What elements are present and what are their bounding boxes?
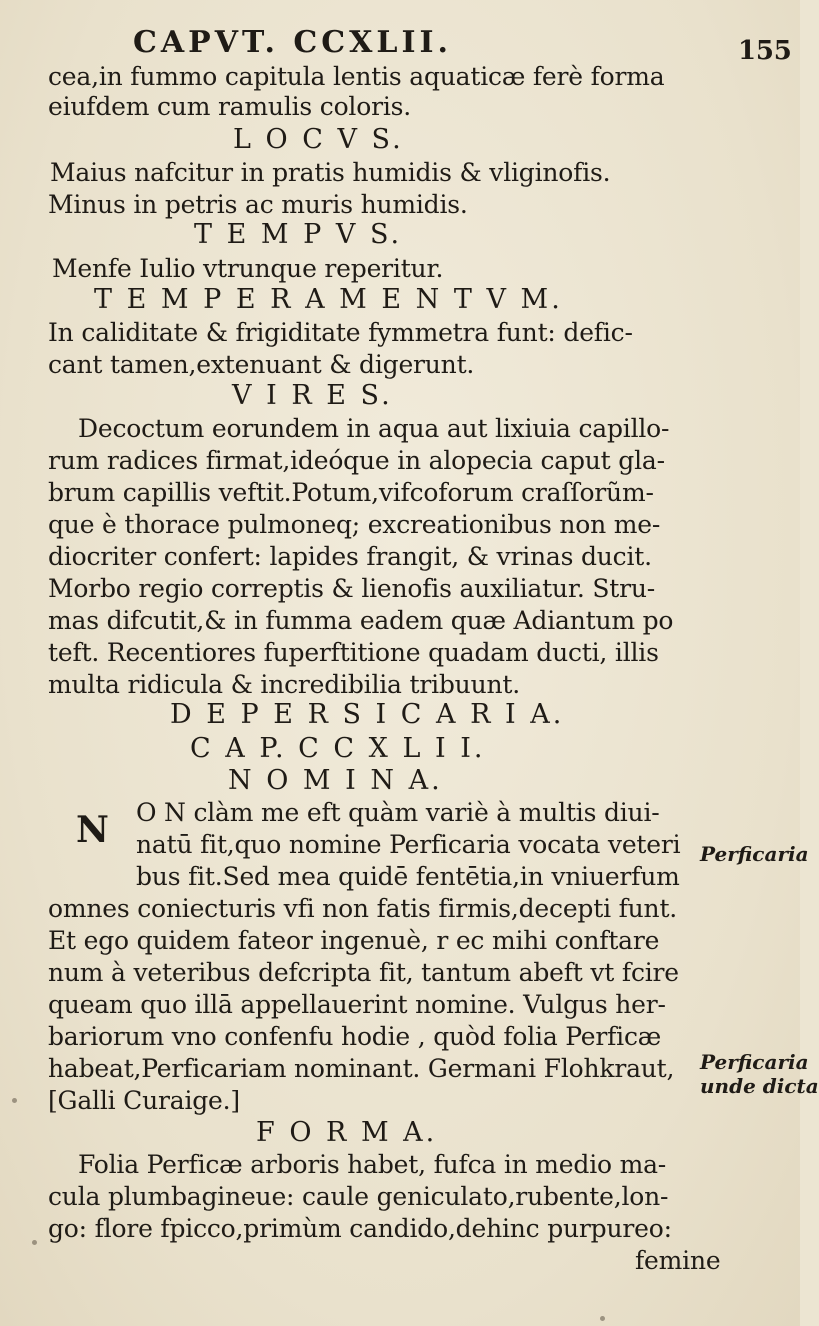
chapter-number: C A P. C C X L I I. (190, 733, 486, 764)
text-line: omnes coniecturis vfi non fatis firmis,decepti funt. (48, 894, 678, 923)
text-line: cula plumbagineue: caule geniculato,rubente,lon- (48, 1182, 669, 1211)
text-line: Menfe Iulio vtrunque reperitur. (52, 254, 444, 283)
text-line: bariorum vno confenfu hodie , quòd folia Perficæ (48, 1022, 662, 1051)
text-line: bus fit.Sed mea quidē fentētia,in vniuerfum (136, 862, 680, 891)
text-line: Decoctum eorundem in aqua aut lixiuia capillo- (78, 414, 670, 443)
text-line: brum capillis veftit.Potum,vifcoforum craſſorũm- (48, 478, 654, 507)
text-line: multa ridicula & incredibilia tribuunt. (48, 670, 520, 699)
text-line: que è thorace pulmoneq; excreationibus non me- (48, 510, 661, 539)
text-line: O N clàm me eft quàm variè à multis diui- (136, 798, 660, 827)
paper-speck (32, 1240, 37, 1245)
text-line: Et ego quidem fateor ingenuè, r ec mihi conftare (48, 926, 660, 955)
drop-initial: N (76, 809, 109, 851)
text-line: Minus in petris ac muris humidis. (48, 190, 468, 219)
margin-note-persicaria-unde: Perficaria (700, 1050, 809, 1074)
text-line: queam quo illā appellauerint nomine. Vulgus her- (48, 990, 666, 1019)
running-title: CAPVT. CCXLII. (133, 25, 452, 60)
paper-speck (12, 1098, 17, 1103)
section-heading-locus: L O C V S. (233, 124, 404, 155)
text-line: natū fit,quo nomine Perficaria vocata veteri (136, 830, 681, 859)
text-line: num à veteribus defcripta fit, tantum abeft vt fcire (48, 958, 679, 987)
section-heading-forma: F O R M A. (256, 1117, 438, 1148)
catchword: femine (635, 1246, 721, 1275)
text-line: Maius nafcitur in pratis humidis & vliginofis. (50, 158, 611, 187)
text-line: In caliditate & frigiditate fymmetra funt: defic- (48, 318, 633, 347)
text-line: go: flore fpicco,primùm candido,dehinc purpureo: (48, 1214, 672, 1243)
text-line: cea,in fummo capitula lentis aquaticæ ferè forma (48, 62, 665, 91)
section-heading-temperamentum: T E M P E R A M E N T V M. (94, 284, 563, 315)
page-number: 155 (738, 36, 792, 66)
text-line: rum radices firmat,ideóque in alopecia caput gla- (48, 446, 665, 475)
text-line: diocriter confert: lapides frangit, & vrinas ducit. (48, 542, 652, 571)
section-heading-nomina: N O M I N A. (228, 765, 443, 796)
paper-speck (600, 1316, 605, 1321)
text-line: teft. Recentiores fuperftitione quadam ducti, illis (48, 638, 659, 667)
text-line: cant tamen,extenuant & digerunt. (48, 350, 475, 379)
section-heading-vires: V I R E S. (232, 380, 393, 411)
text-line: [Galli Curaige.] (48, 1086, 240, 1115)
chapter-title: D E P E R S I C A R I A. (170, 699, 565, 730)
margin-note-unde-dicta: unde dicta (700, 1074, 819, 1098)
text-line: mas difcutit,& in fumma eadem quæ Adiantum po (48, 606, 674, 635)
text-line: Morbo regio correptis & lienofis auxiliatur. Stru- (48, 574, 655, 603)
text-line: eiufdem cum ramulis coloris. (48, 92, 412, 121)
text-line: Folia Perficæ arboris habet, fufca in medio ma- (78, 1150, 667, 1179)
text-line: habeat,Perficariam nominant. Germani Flohkraut, (48, 1054, 675, 1083)
section-heading-tempus: T E M P V S. (194, 219, 403, 250)
margin-note-persicaria: Perficaria (700, 842, 809, 866)
